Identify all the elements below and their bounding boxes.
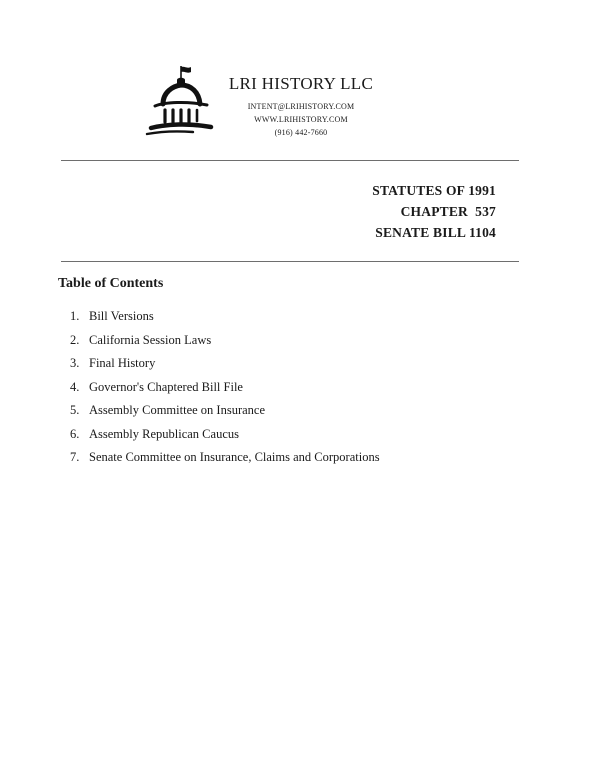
statute-year: STATUTES OF 1991 [372,183,496,198]
toc-item-bill-versions [70,307,380,331]
statute-bill: SENATE BILL 1104 [375,225,496,240]
company-name: LRI HISTORY LLC [228,74,374,93]
toc-item-session-laws [70,331,380,355]
company-info [222,74,380,139]
toc-item-senate-insurance [70,448,380,472]
toc-item-number: 5. [70,403,80,417]
toc-item-number: 7. [70,450,80,464]
toc-list [70,307,380,472]
toc-item-label: Final History [89,356,156,370]
toc-item-assembly-insurance [70,401,380,425]
toc-item-number: 1. [70,309,80,323]
company-website: WWW.LRIHISTORY.COM [254,115,348,124]
statute-chapter: CHAPTER 537 [400,204,496,219]
toc-item-republican-caucus [70,425,380,449]
toc-item-label: Assembly Republican Caucus [89,426,239,441]
toc-item-label: Assembly Committee on Insurance [89,403,266,417]
toc-item-label: California Session Laws [89,332,212,347]
top-divider [61,160,519,161]
toc-item-number: 6. [70,426,80,441]
company-phone: (916) 442-7660 [274,128,328,137]
toc-item-label: Governor's Chaptered Bill File [89,379,243,394]
toc-item-label: Bill Versions [89,309,154,323]
company-email: INTENT@LRIHISTORY.COM [247,102,355,111]
statute-block [372,180,496,243]
toc-item-number: 2. [70,332,80,347]
bottom-divider [61,261,519,262]
toc-item-number: 4. [70,379,80,394]
toc-item-governors-file [70,378,380,402]
capitol-dome-logo [143,64,215,140]
toc-item-label: Senate Committee on Insurance, Claims and Corporations [89,450,380,464]
toc-title: Table of Contents [58,276,164,291]
toc-item-number: 3. [70,356,80,370]
toc-item-final-history [70,354,380,378]
